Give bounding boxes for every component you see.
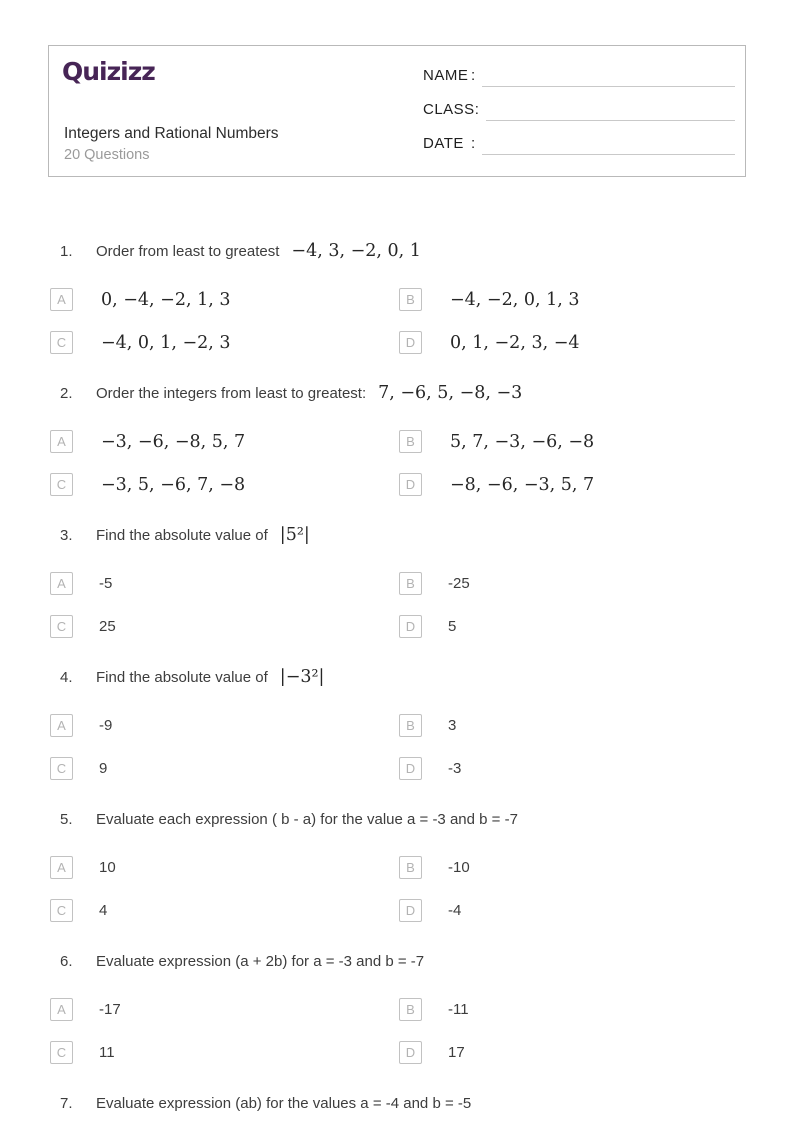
option-text: 5 [448, 618, 457, 635]
question-math-expression: |−3²| [279, 667, 325, 687]
answer-option [48, 1041, 397, 1064]
question-math-expression: −4, 3, −2, 0, 1 [291, 241, 421, 261]
option-text: 5, 7, −3, −6, −8 [450, 431, 595, 452]
answer-option [397, 856, 746, 879]
question-row [48, 810, 746, 830]
answer-option [397, 288, 746, 311]
question-math-expression: |5²| [279, 525, 310, 545]
name-fill-line [482, 68, 735, 87]
option-text: −4, 0, 1, −2, 3 [101, 332, 231, 353]
question-row [48, 952, 746, 972]
date-colon: : [471, 135, 476, 152]
answer-option [48, 856, 397, 879]
options-grid [48, 714, 746, 780]
option-text: 10 [99, 859, 116, 876]
answer-option [48, 430, 397, 453]
option-letter-box: C [50, 757, 73, 780]
option-text: 0, 1, −2, 3, −4 [450, 332, 580, 353]
option-text: −3, −6, −8, 5, 7 [101, 431, 246, 452]
option-letter-box: B [399, 572, 422, 595]
option-text: 17 [448, 1044, 465, 1061]
class-fill-line [486, 102, 735, 121]
option-text: -3 [448, 760, 462, 777]
option-text: -25 [448, 575, 470, 592]
student-fields [423, 67, 735, 169]
answer-option [48, 473, 397, 496]
option-letter-box: B [399, 998, 422, 1021]
worksheet-header [48, 45, 746, 177]
question-block [48, 242, 746, 354]
option-letter-box: A [50, 572, 73, 595]
name-field-row [423, 67, 735, 87]
question-block [48, 526, 746, 638]
option-letter-box: A [50, 288, 73, 311]
option-letter-box: B [399, 714, 422, 737]
answer-option [48, 288, 397, 311]
question-text: Order the integers from least to greatest: [96, 385, 367, 402]
quizizz-logo: Quizizz [62, 57, 155, 86]
question-row [48, 384, 746, 404]
question-text: Evaluate each expression ( b - a) for the value a = -3 and b = -7 [96, 811, 518, 828]
option-letter-box: D [399, 331, 422, 354]
option-letter-box: C [50, 331, 73, 354]
option-letter-box: B [399, 430, 422, 453]
question-number: 1. [60, 243, 73, 260]
class-colon: : [474, 101, 479, 118]
date-fill-line [482, 136, 735, 155]
question-row [48, 1094, 746, 1114]
options-grid [48, 572, 746, 638]
question-block [48, 810, 746, 922]
option-text: -5 [99, 575, 113, 592]
option-text: 3 [448, 717, 457, 734]
answer-option [397, 1041, 746, 1064]
option-text: 9 [99, 760, 108, 777]
answer-option [48, 899, 397, 922]
answer-option [397, 998, 746, 1021]
option-text: -4 [448, 902, 462, 919]
question-block [48, 384, 746, 496]
options-grid [48, 288, 746, 354]
option-text: −3, 5, −6, 7, −8 [101, 474, 246, 495]
question-row [48, 242, 746, 262]
answer-option [48, 998, 397, 1021]
question-number: 7. [60, 1095, 73, 1112]
answer-option [48, 331, 397, 354]
option-text: -9 [99, 717, 113, 734]
answer-option [397, 899, 746, 922]
question-text: Evaluate expression (ab) for the values a = -4 and b = -5 [96, 1095, 472, 1112]
option-letter-box: B [399, 856, 422, 879]
answer-option [397, 572, 746, 595]
option-text: 11 [99, 1044, 115, 1061]
question-math-expression: 7, −6, 5, −8, −3 [378, 383, 523, 403]
option-letter-box: A [50, 430, 73, 453]
name-colon: : [471, 67, 476, 84]
option-letter-box: A [50, 856, 73, 879]
option-letter-box: C [50, 1041, 73, 1064]
question-block [48, 952, 746, 1064]
option-text: -10 [448, 859, 470, 876]
question-text: Evaluate expression (a + 2b) for a = -3 and b = -7 [96, 953, 425, 970]
questions-list [48, 242, 746, 1140]
answer-option [397, 615, 746, 638]
option-letter-box: B [399, 288, 422, 311]
answer-option [397, 757, 746, 780]
option-text: 0, −4, −2, 1, 3 [101, 289, 231, 310]
question-number: 2. [60, 385, 73, 402]
answer-option [397, 430, 746, 453]
option-text: −4, −2, 0, 1, 3 [450, 289, 580, 310]
question-count: 20 Questions [64, 147, 150, 163]
answer-option [48, 572, 397, 595]
option-letter-box: D [399, 899, 422, 922]
question-block [48, 668, 746, 780]
name-label: NAME [423, 67, 469, 84]
option-letter-box: D [399, 615, 422, 638]
answer-option [397, 714, 746, 737]
option-letter-box: D [399, 757, 422, 780]
options-grid [48, 430, 746, 496]
question-text: Find the absolute value of [96, 669, 268, 686]
question-row [48, 526, 746, 546]
answer-option [48, 757, 397, 780]
answer-option [397, 331, 746, 354]
question-row [48, 668, 746, 688]
question-block [48, 1094, 746, 1114]
option-letter-box: A [50, 714, 73, 737]
option-letter-box: C [50, 615, 73, 638]
option-text: 25 [99, 618, 116, 635]
question-number: 4. [60, 669, 73, 686]
option-letter-box: D [399, 1041, 422, 1064]
question-number: 6. [60, 953, 73, 970]
option-text: -17 [99, 1001, 121, 1018]
option-letter-box: C [50, 899, 73, 922]
worksheet-title: Integers and Rational Numbers [64, 125, 279, 142]
question-text: Order from least to greatest [96, 243, 280, 260]
option-letter-box: C [50, 473, 73, 496]
answer-option [48, 714, 397, 737]
options-grid [48, 856, 746, 922]
date-field-row [423, 135, 735, 155]
option-text: -11 [448, 1001, 469, 1018]
question-text: Find the absolute value of [96, 527, 268, 544]
answer-option [48, 615, 397, 638]
options-grid [48, 998, 746, 1064]
option-text: −8, −6, −3, 5, 7 [450, 474, 595, 495]
class-field-row [423, 101, 735, 121]
option-letter-box: D [399, 473, 422, 496]
option-text: 4 [99, 902, 108, 919]
date-label: DATE [423, 135, 464, 152]
question-number: 3. [60, 527, 73, 544]
answer-option [397, 473, 746, 496]
question-number: 5. [60, 811, 73, 828]
class-label: CLASS [423, 101, 475, 118]
option-letter-box: A [50, 998, 73, 1021]
